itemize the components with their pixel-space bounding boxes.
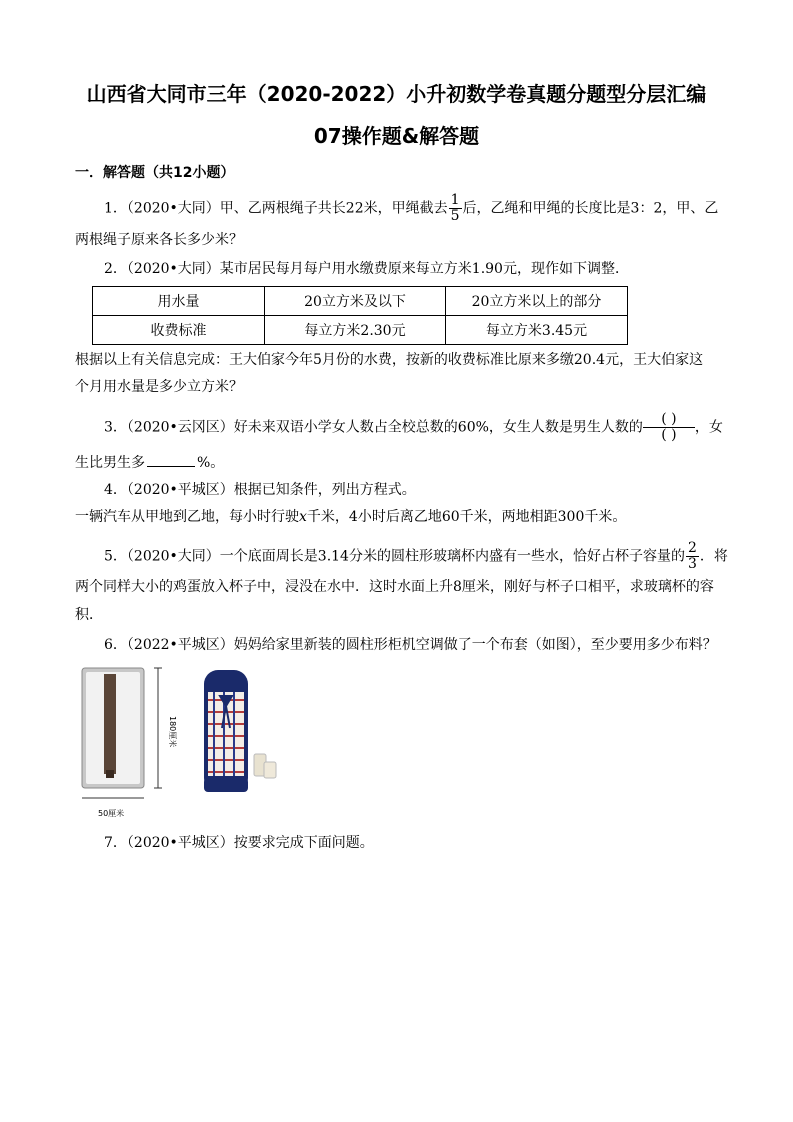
table-cell: 收费标准 — [93, 316, 265, 345]
q3-text-a: 3．（2020•云冈区）好未来双语小学女人数占全校总数的60%，女生人数是男生人数的 — [104, 419, 643, 436]
q5-line-2: 两个同样大小的鸡蛋放入杯子中，浸没在水中．这时水面上升8厘米，刚好与杯子口相平，求玻璃杯的容 — [75, 579, 714, 595]
q5-frac-num: 2 — [687, 540, 697, 556]
q4-text-b1: 一辆汽车从甲地到乙地，每小时行驶 — [75, 509, 299, 525]
air-conditioner-figure — [80, 666, 280, 826]
q1-line-2: 两根绳子原来各长多少米？ — [75, 232, 243, 248]
q3-line-2 — [75, 452, 224, 473]
q1-text-b: 后，乙绳和甲绳的长度比是3：2，甲、乙 — [462, 200, 719, 217]
q3-blank-fraction — [643, 412, 695, 443]
q2-line-3: 个月用水量是多少立方米？ — [75, 379, 243, 395]
q2-line-2: 根据以上有关信息完成：王大伯家今年5月份的水费，按新的收费标准比原来多缴20.4元，王大伯家这 — [75, 352, 704, 368]
q3-text-b: ，女 — [694, 419, 723, 436]
title-line-1: 山西省大同市三年（2020-2022）小升初数学卷真题分题型分层汇编 — [86, 82, 707, 106]
table-cell: 用水量 — [93, 287, 265, 316]
q5-line-3: 积． — [75, 607, 103, 623]
q4-line-1: 4．（2020•平城区）根据已知条件，列出方程式。 — [104, 482, 416, 498]
q1-line-1 — [104, 193, 718, 224]
q6-line-1: 6．（2022•平城区）妈妈给家里新装的圆柱形柜机空调做了一个布套（如图），至少要用多少布料？ — [104, 637, 717, 653]
table-row — [93, 316, 628, 345]
q3-frac-den: ( ) — [661, 427, 677, 443]
q5-frac-den: 3 — [687, 556, 697, 572]
fee-table — [92, 286, 628, 345]
q1-text-a: 1．（2020•大同）甲、乙两根绳子共长22米，甲绳截去 — [104, 200, 448, 217]
small-cloth-piece — [264, 762, 276, 778]
table-cell: 每立方米2.30元 — [265, 316, 446, 345]
cloth-base — [204, 778, 248, 792]
table-cell: 20立方米以上的部分 — [446, 287, 628, 316]
ac-vent — [104, 674, 116, 774]
q3-frac-num: ( ) — [643, 412, 695, 428]
q4-variable: x — [299, 509, 307, 525]
q4-text-b2: 千米，4小时后离乙地60千米，两地相距300千米。 — [306, 509, 627, 525]
q3-answer-blank — [147, 452, 195, 467]
q5-text-a: 5．（2020•大同）一个底面周长是3.14分米的圆柱形玻璃杯内盛有一些水，恰好占杯子容量的 — [104, 548, 685, 565]
table-row — [93, 287, 628, 316]
q3-text-c: 生比男生多 — [75, 455, 145, 471]
height-label: 180厘米 — [168, 716, 177, 748]
q1-fraction — [449, 193, 462, 224]
ac-vent-end — [106, 770, 114, 778]
q7-line-1: 7．（2020•平城区）按要求完成下面问题。 — [104, 835, 374, 851]
q5-text-b: ．将 — [699, 548, 728, 565]
q1-frac-num: 1 — [450, 192, 460, 208]
table-cell: 每立方米3.45元 — [446, 316, 628, 345]
width-label: 50厘米 — [98, 809, 125, 818]
q3-text-d: %。 — [197, 455, 225, 471]
figure-svg — [80, 666, 280, 826]
q4-line-2 — [75, 507, 626, 527]
q5-fraction — [686, 541, 699, 572]
table-cell: 20立方米及以下 — [265, 287, 446, 316]
q1-frac-den: 5 — [450, 208, 460, 224]
section-heading: 一．解答题（共12小题） — [75, 165, 235, 181]
title-line-2: 07操作题&解答题 — [313, 124, 480, 148]
q5-line-1 — [104, 541, 728, 572]
q3-line-1 — [104, 412, 723, 443]
q2-line-1: 2．（2020•大同）某市居民每月每户用水缴费原来每立方米1.90元，现作如下调整． — [104, 261, 629, 277]
